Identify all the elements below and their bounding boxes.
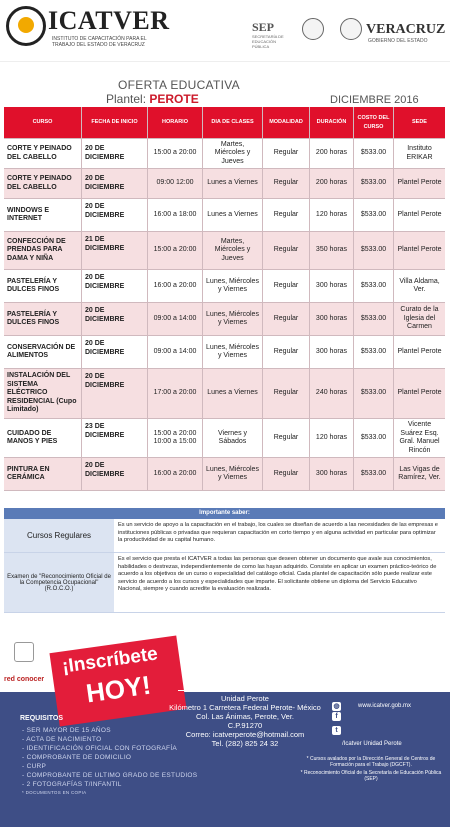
- footnote-sep: * Reconocimiento Oficial de la Secretaría de Educación Pública (SEP): [300, 770, 442, 782]
- footnote-dgcft: * Cursos avalados por la Dirección General de Centros de Formación para el Trabajo (DGCFT).: [306, 756, 436, 768]
- offer-title: OFERTA EDUCATIVA: [118, 78, 240, 92]
- col-header: HORARIO: [148, 107, 203, 138]
- org-name: ICATVER: [48, 6, 170, 35]
- cell-curso: CONFECCIÓN DE PRENDAS PARA DAMA Y NIÑA: [4, 232, 82, 269]
- cell-fecha: 20 DE DICIEMBRE: [82, 369, 148, 418]
- cell-horario: 15:00 a 20:00: [148, 232, 203, 269]
- cell-dias: Viernes y Sábados: [203, 419, 263, 457]
- table-row: [4, 303, 445, 336]
- plantel-name: PEROTE: [149, 92, 199, 106]
- col-header: DURACIÓN: [310, 107, 354, 138]
- cell-dias: Lunes a Viernes: [203, 199, 263, 231]
- cell-costo: $533.00: [354, 232, 394, 269]
- cell-duracion: 350 horas: [310, 232, 354, 269]
- social-handle[interactable]: /Icatver Unidad Perote: [342, 741, 402, 747]
- cell-costo: $533.00: [354, 458, 394, 490]
- cell-sede: Plantel Perote: [397, 246, 442, 254]
- cell-costo: $533.00: [354, 303, 394, 335]
- cell-costo: $533.00: [354, 369, 394, 418]
- cell-curso: PASTELERÍA Y DULCES FINOS: [4, 303, 82, 335]
- cell-dias: Lunes, Miércoles y Viernes: [203, 270, 263, 302]
- important-title: Importante saber:: [4, 508, 445, 519]
- cell-dias: Lunes a Viernes: [203, 169, 263, 198]
- col-header: COSTO DEL CURSO: [354, 107, 394, 138]
- table-row: [4, 270, 445, 303]
- table-header-row: [4, 107, 445, 139]
- cell-duracion: 120 horas: [310, 199, 354, 231]
- facebook-icon[interactable]: f: [332, 712, 341, 721]
- cell-dias: Lunes, Miércoles y Viernes: [203, 336, 263, 368]
- red-conocer-logo: red conocer: [4, 676, 45, 683]
- cell-sede: Plantel Perote: [397, 210, 442, 218]
- address-line: Unidad Perote: [221, 694, 269, 703]
- cell-modalidad: Regular: [263, 458, 310, 490]
- cell-duracion: 200 horas: [310, 169, 354, 198]
- cell-dias: Lunes, Miércoles y Viernes: [203, 458, 263, 490]
- cell-fecha: 20 DE DICIEMBRE: [82, 139, 148, 168]
- table-row: [4, 458, 445, 491]
- requirement-item: - CURP: [22, 763, 47, 770]
- cell-duracion: 120 horas: [310, 419, 354, 457]
- cell-modalidad: Regular: [263, 336, 310, 368]
- regular-label: Cursos Regulares: [4, 519, 114, 552]
- cell-curso: INSTALACIÓN DEL SISTEMA ELÉCTRICO RESIDENCIAL (Cupo Limitado): [4, 369, 82, 418]
- cell-fecha: 20 DE DICIEMBRE: [82, 303, 148, 335]
- requirement-item: - COMPROBANTE DE ULTIMO GRADO DE ESTUDIOS: [22, 772, 198, 779]
- twitter-icon[interactable]: t: [332, 726, 341, 735]
- sep-subtitle: SECRETARÍA DE EDUCACIÓN PÚBLICA: [252, 34, 284, 49]
- cell-dias: Martes, Miércoles y Jueves: [203, 232, 263, 269]
- cell-fecha: 21 DE DICIEMBRE: [82, 232, 148, 269]
- cell-costo: $533.00: [354, 139, 394, 168]
- course-table: [4, 107, 445, 491]
- cell-modalidad: Regular: [263, 139, 310, 168]
- cell-sede: Villa Aldama, Ver.: [399, 277, 440, 293]
- cell-sede: Las Vigas de Ramírez, Ver.: [398, 465, 441, 481]
- cell-horario: 09:00 a 14:00: [148, 336, 203, 368]
- mexico-seal-icon: [302, 18, 324, 40]
- cell-curso: CORTE Y PEINADO DEL CABELLO: [4, 139, 82, 168]
- promo-section: [0, 628, 450, 827]
- col-header: SEDE: [412, 119, 427, 126]
- cell-curso: PASTELERÍA Y DULCES FINOS: [4, 270, 82, 302]
- cell-costo: $533.00: [354, 270, 394, 302]
- table-row: [4, 336, 445, 369]
- cell-fecha: 23 DE DICIEMBRE: [82, 419, 148, 457]
- table-row: [4, 232, 445, 270]
- table-row: [4, 169, 445, 199]
- address-line: C.P.91270: [227, 721, 263, 730]
- cell-sede: Plantel Perote: [397, 179, 442, 187]
- requirement-item: - 2 FOTOGRAFÍAS T/INFANTIL: [22, 781, 122, 788]
- requirement-item: - ACTA DE NACIMIENTO: [22, 736, 102, 743]
- cell-sede: Instituto ERIKAR: [406, 145, 433, 161]
- plantel-label: Plantel:: [106, 92, 147, 106]
- table-row: [4, 199, 445, 232]
- cell-duracion: 200 horas: [310, 139, 354, 168]
- lugar-title: LUGAR:: [240, 680, 277, 690]
- requirement-item: - COMPROBANTE DE DOMICILIO: [22, 754, 132, 761]
- requirement-item: - SER MAYOR DE 15 AÑOS: [22, 727, 111, 734]
- cell-modalidad: Regular: [263, 303, 310, 335]
- requirements-title: REQUISITOS: [20, 715, 64, 722]
- col-header: FECHA DE INICIO: [82, 107, 148, 138]
- cell-dias: Lunes, Miércoles y Viernes: [203, 303, 263, 335]
- cell-costo: $533.00: [354, 336, 394, 368]
- address-line: Col. Las Ánimas, Perote, Ver.: [196, 712, 294, 721]
- cell-modalidad: Regular: [263, 232, 310, 269]
- cell-dias: Martes, Miércoles y Jueves: [203, 139, 263, 168]
- cell-horario: 09:00 a 14:00: [148, 303, 203, 335]
- cell-curso: CORTE Y PEINADO DEL CABELLO: [4, 169, 82, 198]
- signup-text-line2: HOY!: [84, 669, 153, 709]
- cell-fecha: 20 DE DICIEMBRE: [82, 336, 148, 368]
- table-row: [4, 369, 445, 419]
- offer-month: DICIEMBRE 2016: [330, 94, 419, 106]
- cell-sede: Curato de la Iglesia del Carmen: [400, 306, 439, 331]
- sep-logo: SEP: [252, 20, 275, 34]
- roco-label: Examen de "Reconocimiento Oficial de la Competencia Ocupacional" (R.O.C.O.): [4, 553, 114, 612]
- cell-modalidad: Regular: [263, 270, 310, 302]
- cell-horario: 17:00 a 20:00: [148, 369, 203, 418]
- certification-badge-icon: [14, 642, 34, 662]
- cell-dias: Lunes a Viernes: [203, 369, 263, 418]
- cell-horario: 09:00 12:00: [148, 169, 203, 198]
- cell-horario: 16:00 a 20:00: [148, 458, 203, 490]
- cell-duracion: 300 horas: [310, 458, 354, 490]
- org-subtitle: INSTITUTO DE CAPACITACIÓN PARA EL TRABAJO DEL ESTADO DE VERACRUZ: [52, 36, 147, 48]
- email-link[interactable]: Correo: icatverperote@hotmail.com: [185, 730, 305, 739]
- cell-modalidad: Regular: [263, 369, 310, 418]
- cell-horario: 15:00 a 20:00 10:00 a 15:00: [148, 419, 203, 457]
- requirement-note: * DOCUMENTOS EN COPIA: [22, 790, 87, 795]
- cell-duracion: 300 horas: [310, 270, 354, 302]
- table-row: [4, 419, 445, 458]
- cell-sede: Plantel Perote: [397, 389, 442, 397]
- cell-horario: 15:00 a 20:00: [148, 139, 203, 168]
- page-header: [0, 0, 450, 62]
- important-row-regular: [4, 519, 445, 553]
- cell-modalidad: Regular: [263, 199, 310, 231]
- cell-curso: PINTURA EN CERÁMICA: [4, 458, 82, 490]
- web-icon: ◍: [333, 703, 340, 710]
- roco-text: Es el servicio que presta el ICATVER a todas las personas que deseen obtener un documento que avale sus conocimientos, habilidades o destrezas, independientemente de como las hayan adquirido. Consiste en aplicar un examen práctico-teórico de acuerdo a los objetivos de un curso o especialidad del catálogo oficial. Cada plantel de capacitación sólo puede realizar este servicio de acuerdo a los cursos y especialidades que imparte. El solicitante obtiene un diploma del Servicio Educativo Nacional, siempre y cuando acredite la evaluación realizada.: [114, 553, 445, 612]
- col-header: MODALIDAD: [263, 107, 310, 138]
- cell-costo: $533.00: [354, 199, 394, 231]
- cell-costo: $533.00: [354, 169, 394, 198]
- cell-duracion: 300 horas: [310, 303, 354, 335]
- cell-fecha: 20 DE DICIEMBRE: [82, 169, 148, 198]
- regular-text: Es un servicio de apoyo a la capacitación en el trabajo, los cuales se diseñan de acuerdo a las necesidades de las empresas e instituciones públicas o privadas que requieran capacitación en corto tiempo y en alguna actividad en particular para optimizar la productividad de su capital humano.: [114, 519, 445, 552]
- website-link[interactable]: www.icatver.gob.mx: [358, 703, 412, 709]
- cell-costo: $533.00: [354, 419, 394, 457]
- address-line: Kilómetro 1 Carretera Federal Perote- México: [169, 703, 321, 712]
- requirement-item: - IDENTIFICACIÓN OFICIAL CON FOTOGRAFÍA: [22, 745, 178, 752]
- plantel-line: [106, 92, 199, 106]
- phone-line: Tel. (282) 825 24 32: [211, 739, 279, 748]
- cell-fecha: 20 DE DICIEMBRE: [82, 270, 148, 302]
- cell-horario: 16:00 a 20:00: [148, 270, 203, 302]
- state-name: VERACRUZ: [366, 22, 446, 37]
- important-row-roco: [4, 553, 445, 613]
- cell-curso: CUIDADO DE MANOS Y PIES: [4, 419, 82, 457]
- cell-duracion: 240 horas: [310, 369, 354, 418]
- cell-sede: Plantel Perote: [397, 347, 442, 355]
- cell-curso: WINDOWS E INTERNET: [4, 199, 82, 231]
- cell-horario: 16:00 a 18:00: [148, 199, 203, 231]
- cell-modalidad: Regular: [263, 419, 310, 457]
- cell-modalidad: Regular: [263, 169, 310, 198]
- cell-fecha: 20 DE DICIEMBRE: [82, 199, 148, 231]
- col-header: CURSO: [4, 107, 82, 138]
- cell-curso: CONSERVACIÓN DE ALIMENTOS: [4, 336, 82, 368]
- cell-sede: Vicente Suárez Esq. Gral. Manuel Rincón: [399, 421, 440, 454]
- col-header: DIA DE CLASES: [203, 107, 263, 138]
- table-row: [4, 139, 445, 169]
- veracruz-seal-icon: [340, 18, 362, 40]
- signup-text-line1: ¡Inscríbete: [60, 643, 160, 678]
- state-subtitle: GOBIERNO DEL ESTADO: [368, 38, 428, 44]
- lugar-divider: [178, 690, 450, 691]
- cell-duracion: 300 horas: [310, 336, 354, 368]
- icatver-logo-icon: [6, 6, 46, 46]
- cell-fecha: 20 DE DICIEMBRE: [82, 458, 148, 490]
